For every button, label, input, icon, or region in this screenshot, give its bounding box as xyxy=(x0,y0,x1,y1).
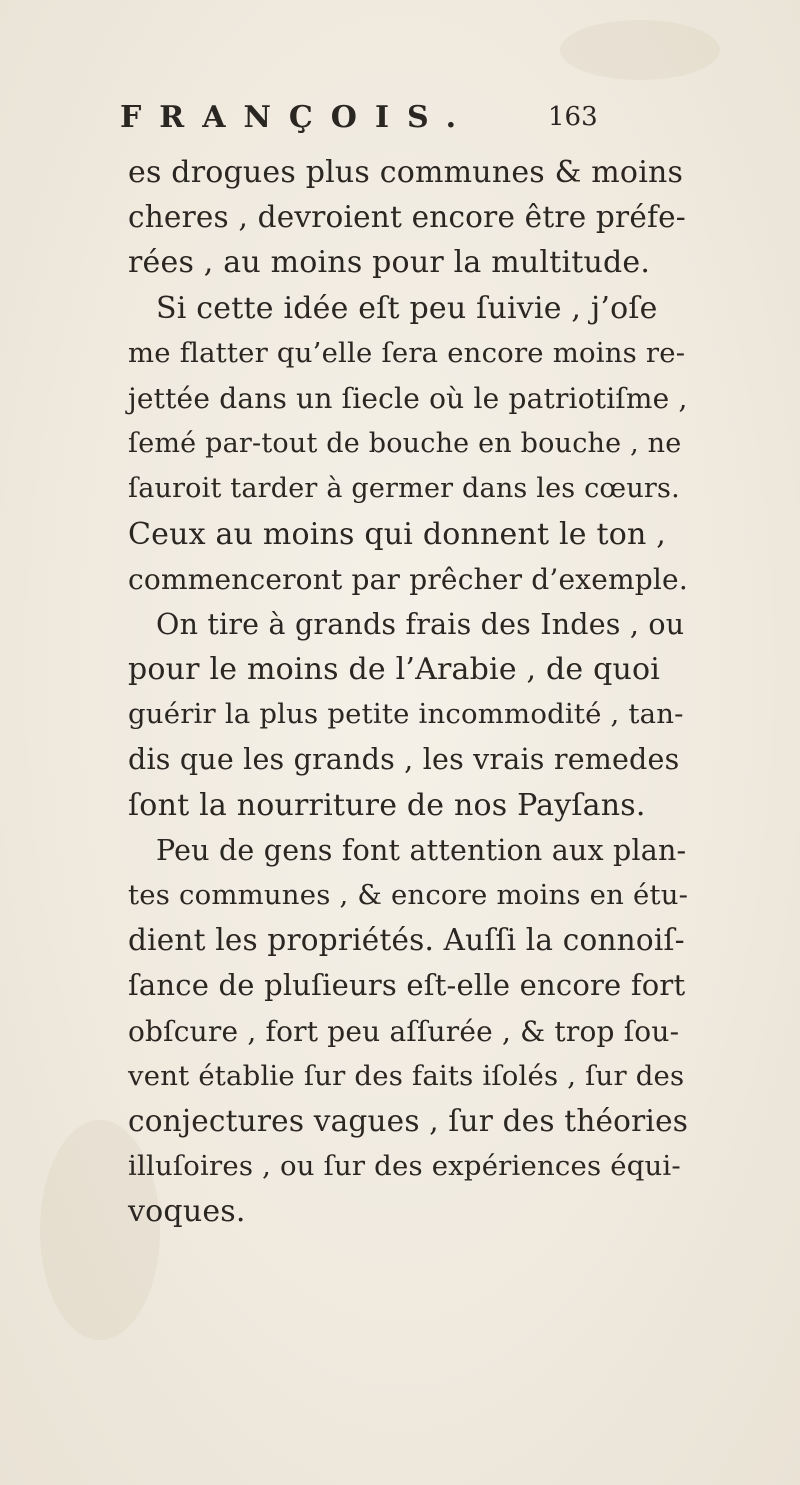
text-line: dient les propriétés. Auſſi la connoiſ- xyxy=(128,923,685,958)
paper-stain xyxy=(560,20,720,80)
text-line: ſemé par-tout de bouche en bouche , ne xyxy=(128,428,682,460)
text-line: ſauroit tarder à germer dans les cœurs. xyxy=(128,473,680,505)
text-line: guérir la plus petite incommodité , tan- xyxy=(128,698,684,731)
text-line: me flatter qu’elle ſera encore moins re- xyxy=(128,336,686,369)
text-line: Si cette idée eſt peu ſuivie , j’oſe xyxy=(156,290,658,326)
text-line: jettée dans un ſiecle où le patriotiſme , xyxy=(128,381,688,415)
running-title: FRANÇOIS. xyxy=(120,100,475,135)
text-line: vent établie ſur des faits iſolés , ſur des xyxy=(128,1059,685,1092)
text-line: obſcure , fort peu aſſurée , & trop ſou- xyxy=(128,1014,680,1048)
text-line: pour le moins de l’Arabie , de quoi xyxy=(128,652,661,688)
body-text xyxy=(128,150,688,1235)
text-line: voques. xyxy=(128,1194,246,1230)
text-line: illuſoires , ou ſur des expériences équi- xyxy=(128,1150,681,1183)
text-line: commenceront par prêcher d’exemple. xyxy=(128,562,688,596)
text-line: On tire à grands frais des Indes , ou xyxy=(156,607,685,641)
running-head xyxy=(120,100,680,140)
text-line: Peu de gens font attention aux plan- xyxy=(156,833,687,867)
text-line: tes communes , & encore moins en étu- xyxy=(128,879,689,911)
page-number: 163 xyxy=(548,102,598,132)
text-line: ſance de pluſieurs eſt-elle encore fort xyxy=(128,968,686,1003)
text-line: rées , au moins pour la multitude. xyxy=(128,245,651,281)
text-line: ſont la nourriture de nos Payſans. xyxy=(128,787,646,823)
text-line: cheres , devroient encore être préfe- xyxy=(128,200,686,235)
text-line: conjectures vagues , ſur des théories xyxy=(128,1103,689,1138)
text-line: dis que les grands , les vrais remedes xyxy=(128,743,680,777)
text-line: es drogues plus communes & moins xyxy=(128,155,684,190)
text-line: Ceux au moins qui donnent le ton , xyxy=(128,516,667,552)
